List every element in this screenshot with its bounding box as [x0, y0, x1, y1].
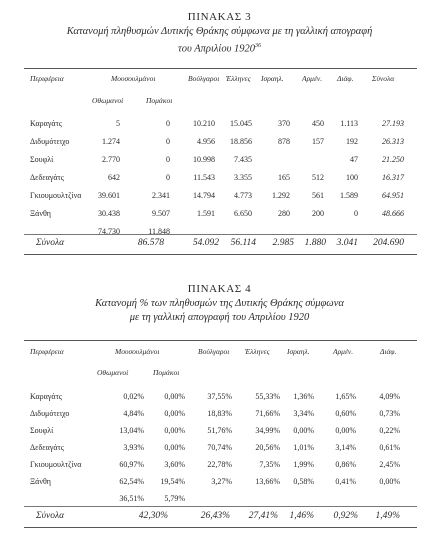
cell-bulgarians: 18,83% — [207, 409, 232, 418]
cell-ottomans: 4,84% — [123, 409, 144, 418]
cell-region: Καραγάτς — [30, 392, 62, 401]
cell-armenians: 450 — [312, 119, 324, 128]
cell-ottomans: 30.438 — [98, 209, 120, 218]
col-header-greeks: Έλληνες — [226, 74, 251, 83]
cell-pomaks: 0,00% — [164, 443, 185, 452]
cell-armenians: 0,00% — [335, 426, 356, 435]
cell-pomaks: 19,54% — [160, 477, 185, 486]
cell-various: 0 — [354, 209, 358, 218]
cell-bulgarians: 14.794 — [193, 191, 215, 200]
cell-region: Σουφλί — [30, 426, 54, 435]
cell-greeks: 7.435 — [234, 155, 252, 164]
cell-greeks: 7,35% — [259, 460, 280, 469]
cell-armenians: 561 — [312, 191, 324, 200]
cell-pomaks: 9.507 — [152, 209, 170, 218]
cell-pomaks: 2.341 — [152, 191, 170, 200]
cell-bulgarians: 3,27% — [211, 477, 232, 486]
table-4-total-various: 1,49% — [375, 511, 400, 521]
cell-various: 0,22% — [379, 426, 400, 435]
col-header-greeks: Έλληνες — [245, 347, 270, 356]
cell-greeks: 3.355 — [234, 173, 252, 182]
col-header-bulgarians: Βούλγαροι — [188, 74, 220, 83]
cell-ottomans: 13,04% — [119, 426, 144, 435]
table-4-total-bulgarians: 26,43% — [200, 511, 230, 521]
cell-greeks: 55,33% — [255, 392, 280, 401]
col-header-various: Διάφ. — [337, 74, 354, 83]
cell-various: 47 — [350, 155, 358, 164]
cell-armenians: 0,60% — [335, 409, 356, 418]
cell-bulgarians: 11.543 — [193, 173, 215, 182]
subtotal-pomaks: 5,79% — [164, 494, 185, 503]
cell-jews: 165 — [278, 173, 290, 182]
cell-various: 1.113 — [340, 119, 358, 128]
col-header-jews: Ισραηλ. — [261, 74, 284, 83]
cell-region: Καραγάτς — [30, 119, 62, 128]
table-3-total-bulgarians: 54.092 — [192, 238, 219, 248]
cell-bulgarians: 1.591 — [197, 209, 215, 218]
cell-armenians: 157 — [312, 137, 324, 146]
table-3-caption-line-2-text: του Απριλίου 1920 — [177, 43, 256, 55]
col-header-pomaks: Πομάκοι — [146, 96, 173, 105]
cell-ottomans: 1.274 — [102, 137, 120, 146]
cell-region: Σουφλί — [30, 155, 54, 164]
cell-greeks: 34,99% — [255, 426, 280, 435]
col-header-region: Περιφέρεια — [30, 347, 64, 356]
cell-greeks: 18.856 — [230, 137, 252, 146]
cell-bulgarians: 37,55% — [207, 392, 232, 401]
table-4-total-muslims: 42,30% — [138, 511, 168, 521]
cell-jews: 1,01% — [293, 443, 314, 452]
footnote-mark: 36 — [255, 43, 262, 49]
cell-armenians: 0,41% — [335, 477, 356, 486]
cell-jews: 1,99% — [293, 460, 314, 469]
table-4-totals-top-rule — [24, 506, 417, 507]
cell-region: Ξάνθη — [30, 209, 51, 218]
cell-pomaks: 0 — [166, 155, 170, 164]
cell-region: Δεδεαγάτς — [30, 173, 64, 182]
cell-pomaks: 0 — [166, 137, 170, 146]
cell-ottomans: 642 — [108, 173, 120, 182]
col-header-pomaks: Πομάκοι — [153, 368, 180, 377]
table-3-heading: ΠΙΝΑΚΑΣ 3 — [187, 11, 252, 23]
cell-greeks: 20,56% — [255, 443, 280, 452]
cell-pomaks: 0 — [166, 119, 170, 128]
table-4-top-rule — [24, 340, 417, 341]
table-4-total-jews: 1,46% — [289, 511, 314, 521]
cell-various: 2,45% — [379, 460, 400, 469]
table-4-caption-line-1: Κατανομή % των πληθυσμών της Δυτικής Θράκης σύμφωνα — [95, 298, 344, 309]
cell-various: 4,09% — [379, 392, 400, 401]
cell-pomaks: 3,60% — [164, 460, 185, 469]
table-3-totals-top-rule — [24, 234, 417, 235]
cell-total: 26.313 — [382, 137, 404, 146]
cell-various: 0,73% — [379, 409, 400, 418]
col-header-muslims: Μουσουλμάνοι — [115, 347, 160, 356]
cell-ottomans: 39.601 — [98, 191, 120, 200]
cell-armenians: 200 — [312, 209, 324, 218]
cell-region: Ξάνθη — [30, 477, 51, 486]
table-3-caption-line-2 — [0, 39, 439, 57]
table-4-total-armenians: 0,92% — [333, 511, 358, 521]
subtotal-ottomans: 36,51% — [119, 494, 144, 503]
cell-bulgarians: 4.956 — [197, 137, 215, 146]
table-3-totals-label: Σύνολα — [36, 238, 65, 248]
col-header-jews: Ισραηλ. — [287, 347, 310, 356]
cell-armenians: 512 — [312, 173, 324, 182]
table-3-total-various: 3.041 — [336, 238, 358, 248]
col-header-various: Διάφ. — [380, 347, 397, 356]
table-3-total-armenians: 1.880 — [304, 238, 326, 248]
cell-bulgarians: 51,76% — [207, 426, 232, 435]
cell-total: 64.951 — [382, 191, 404, 200]
cell-jews: 0,00% — [293, 426, 314, 435]
cell-greeks: 4.773 — [234, 191, 252, 200]
table-4-heading: ΠΙΝΑΚΑΣ 4 — [187, 283, 252, 295]
cell-region: Γκιουμουλτζίνα — [30, 460, 82, 469]
col-header-region: Περιφέρεια — [30, 74, 64, 83]
cell-region: Διδυμότειχο — [30, 137, 70, 146]
table-4-caption-line-2: με τη γαλλική απογραφή του Απριλίου 1920 — [129, 312, 310, 323]
cell-jews: 370 — [278, 119, 290, 128]
cell-ottomans: 2.770 — [102, 155, 120, 164]
cell-jews: 1.292 — [272, 191, 290, 200]
cell-jews: 280 — [278, 209, 290, 218]
table-4-bottom-rule — [24, 527, 417, 528]
cell-greeks: 15.045 — [230, 119, 252, 128]
cell-jews: 878 — [278, 137, 290, 146]
cell-various: 192 — [346, 137, 358, 146]
cell-armenians: 1,65% — [335, 392, 356, 401]
table-3-total-muslims: 86.578 — [137, 238, 164, 248]
cell-greeks: 6.650 — [234, 209, 252, 218]
col-header-ottomans: Οθωμανοί — [97, 368, 129, 377]
table-3-total-greeks: 56.114 — [230, 238, 256, 248]
col-header-armenians: Αρμέν. — [302, 74, 323, 83]
cell-bulgarians: 70,74% — [207, 443, 232, 452]
cell-various: 0,61% — [379, 443, 400, 452]
table-3-total-jews: 2.985 — [272, 238, 294, 248]
cell-pomaks: 0,00% — [164, 409, 185, 418]
cell-various: 100 — [346, 173, 358, 182]
cell-pomaks: 0,00% — [164, 426, 185, 435]
cell-total: 48.666 — [382, 209, 404, 218]
cell-pomaks: 0 — [166, 173, 170, 182]
cell-greeks: 71,66% — [255, 409, 280, 418]
cell-armenians: 0,86% — [335, 460, 356, 469]
col-header-armenians: Αρμέν. — [333, 347, 354, 356]
cell-armenians: 3,14% — [335, 443, 356, 452]
cell-region: Δεδεαγάτς — [30, 443, 64, 452]
cell-total: 21.250 — [382, 155, 404, 164]
cell-bulgarians: 10.210 — [193, 119, 215, 128]
col-header-total: Σύνολα — [372, 74, 395, 83]
cell-jews: 0,58% — [293, 477, 314, 486]
col-header-bulgarians: Βούλγαροι — [198, 347, 230, 356]
cell-jews: 3,34% — [293, 409, 314, 418]
cell-various: 1.589 — [340, 191, 358, 200]
cell-bulgarians: 10.998 — [193, 155, 215, 164]
col-header-muslims: Μουσουλμάνοι — [111, 74, 156, 83]
cell-ottomans: 3,93% — [123, 443, 144, 452]
cell-ottomans: 60,97% — [119, 460, 144, 469]
table-4-total-greeks: 27,41% — [248, 511, 278, 521]
cell-various: 0,00% — [379, 477, 400, 486]
cell-jews: 1,36% — [293, 392, 314, 401]
table-4-totals-label: Σύνολα — [36, 511, 65, 521]
subtotal-pomaks: 11.848 — [148, 227, 170, 236]
cell-region: Διδυμότειχο — [30, 409, 70, 418]
table-4-caption — [0, 297, 439, 325]
cell-ottomans: 0,02% — [123, 392, 144, 401]
cell-greeks: 13,66% — [255, 477, 280, 486]
cell-ottomans: 5 — [116, 119, 120, 128]
table-3-bottom-rule — [24, 254, 417, 255]
cell-pomaks: 0,00% — [164, 392, 185, 401]
cell-total: 16.317 — [382, 173, 404, 182]
table-3-caption-line-1: Κατανομή πληθυσμών Δυτικής Θράκης σύμφωνα με τη γαλλική απογραφή — [66, 26, 373, 37]
cell-ottomans: 62,54% — [119, 477, 144, 486]
cell-region: Γκιουμουλτζίνα — [30, 191, 82, 200]
cell-total: 27.193 — [382, 119, 404, 128]
cell-bulgarians: 22,78% — [207, 460, 232, 469]
table-3-caption — [0, 25, 439, 57]
col-header-ottomans: Οθωμανοί — [92, 96, 124, 105]
table-3-total-total: 204.690 — [373, 238, 404, 248]
table-3-top-rule — [24, 68, 417, 69]
subtotal-ottomans: 74.730 — [98, 227, 120, 236]
